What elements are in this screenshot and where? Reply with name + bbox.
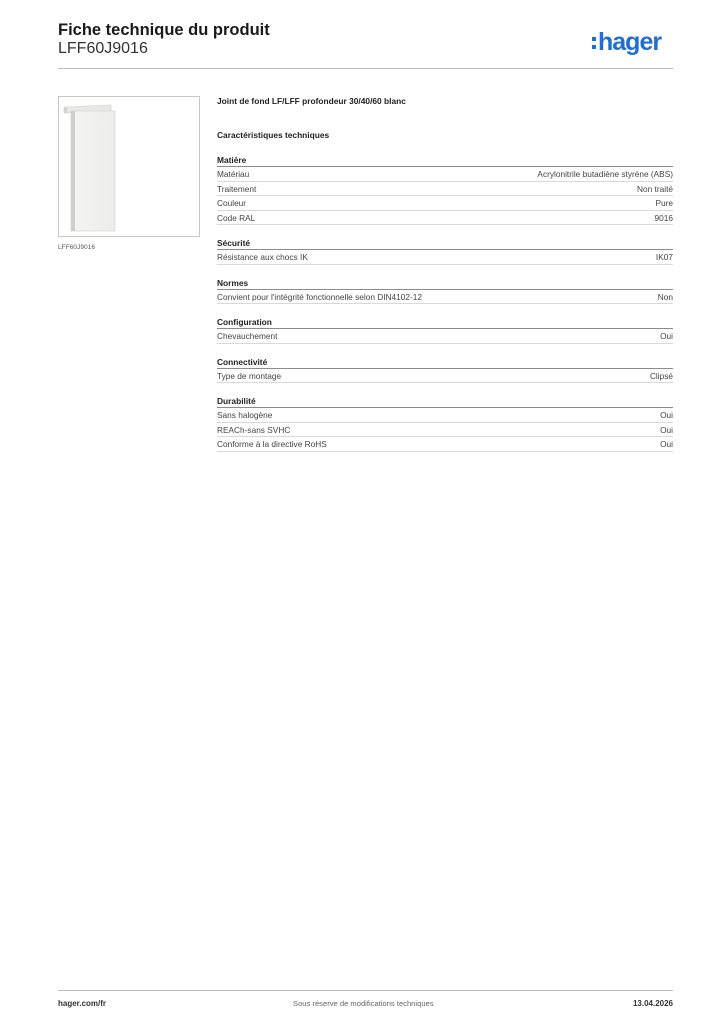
row-label: Convient pour l'intégrité fonctionnelle selon DIN4102-12	[217, 291, 422, 302]
row-value: Oui	[660, 331, 673, 341]
section-configuration	[217, 317, 673, 344]
section-durabilite	[217, 396, 673, 452]
specs-heading: Caractéristiques techniques	[217, 130, 330, 140]
section-title: Connectivité	[217, 357, 673, 369]
section-title: Sécurité	[217, 238, 673, 250]
row-label: Traitement	[217, 183, 257, 194]
section-title: Configuration	[217, 317, 673, 329]
product-reference: LFF60J9016	[58, 40, 148, 57]
product-image	[58, 96, 200, 237]
logo-dots-icon	[592, 37, 596, 49]
product-photo-icon	[59, 97, 199, 236]
table-row	[217, 423, 673, 438]
footer-notice: Sous réserve de modifications techniques	[293, 999, 434, 1008]
table-row	[217, 408, 673, 423]
section-normes	[217, 278, 673, 305]
section-matiere	[217, 155, 673, 225]
table-row	[217, 250, 673, 265]
table-row	[217, 196, 673, 211]
row-label: Résistance aux chocs IK	[217, 252, 308, 262]
row-value: Non traité	[637, 183, 673, 194]
table-row	[217, 369, 673, 384]
row-value: 9016	[654, 212, 673, 223]
row-value: Oui	[660, 424, 673, 435]
table-row	[217, 290, 673, 305]
row-value: Pure	[655, 198, 673, 208]
hager-logo	[592, 26, 661, 58]
row-label: Chevauchement	[217, 331, 278, 341]
table-row	[217, 211, 673, 226]
footer-divider	[58, 990, 673, 991]
row-value: Non	[657, 291, 673, 302]
table-row	[217, 167, 673, 182]
row-value: Clipsé	[649, 370, 673, 381]
row-value: Oui	[660, 410, 673, 420]
row-label: Couleur	[217, 198, 247, 208]
section-title: Durabilité	[217, 396, 673, 408]
section-securite	[217, 238, 673, 265]
row-label: REACh-sans SVHC	[217, 424, 291, 435]
row-label: Type de montage	[217, 370, 282, 381]
page-footer	[58, 990, 673, 1008]
section-title: Normes	[217, 278, 673, 290]
row-value: Oui	[660, 439, 673, 449]
image-caption: LFF60J9016	[58, 244, 96, 251]
table-row	[217, 329, 673, 344]
footer-site-link[interactable]: hager.com/fr	[58, 999, 107, 1008]
document-title: Fiche technique du produit	[58, 21, 270, 39]
row-label: Conforme à la directive RoHS	[217, 439, 327, 449]
section-connectivite	[217, 357, 673, 384]
table-row	[217, 182, 673, 197]
row-value: Acrylonitrile butadiène styrène (ABS)	[537, 169, 673, 179]
footer-date: 13.04.2026	[632, 999, 673, 1008]
header-divider	[58, 68, 673, 69]
table-row	[217, 437, 673, 452]
row-label: Matériau	[217, 169, 250, 179]
row-label: Code RAL	[217, 212, 256, 223]
row-label: Sans halogène	[217, 410, 273, 420]
product-description: Joint de fond LF/LFF profondeur 30/40/60 blanc	[217, 96, 406, 106]
main-content	[217, 96, 673, 452]
row-value: IK07	[655, 252, 673, 262]
section-title: Matière	[217, 155, 673, 167]
logo-wordmark: hager	[598, 27, 662, 56]
